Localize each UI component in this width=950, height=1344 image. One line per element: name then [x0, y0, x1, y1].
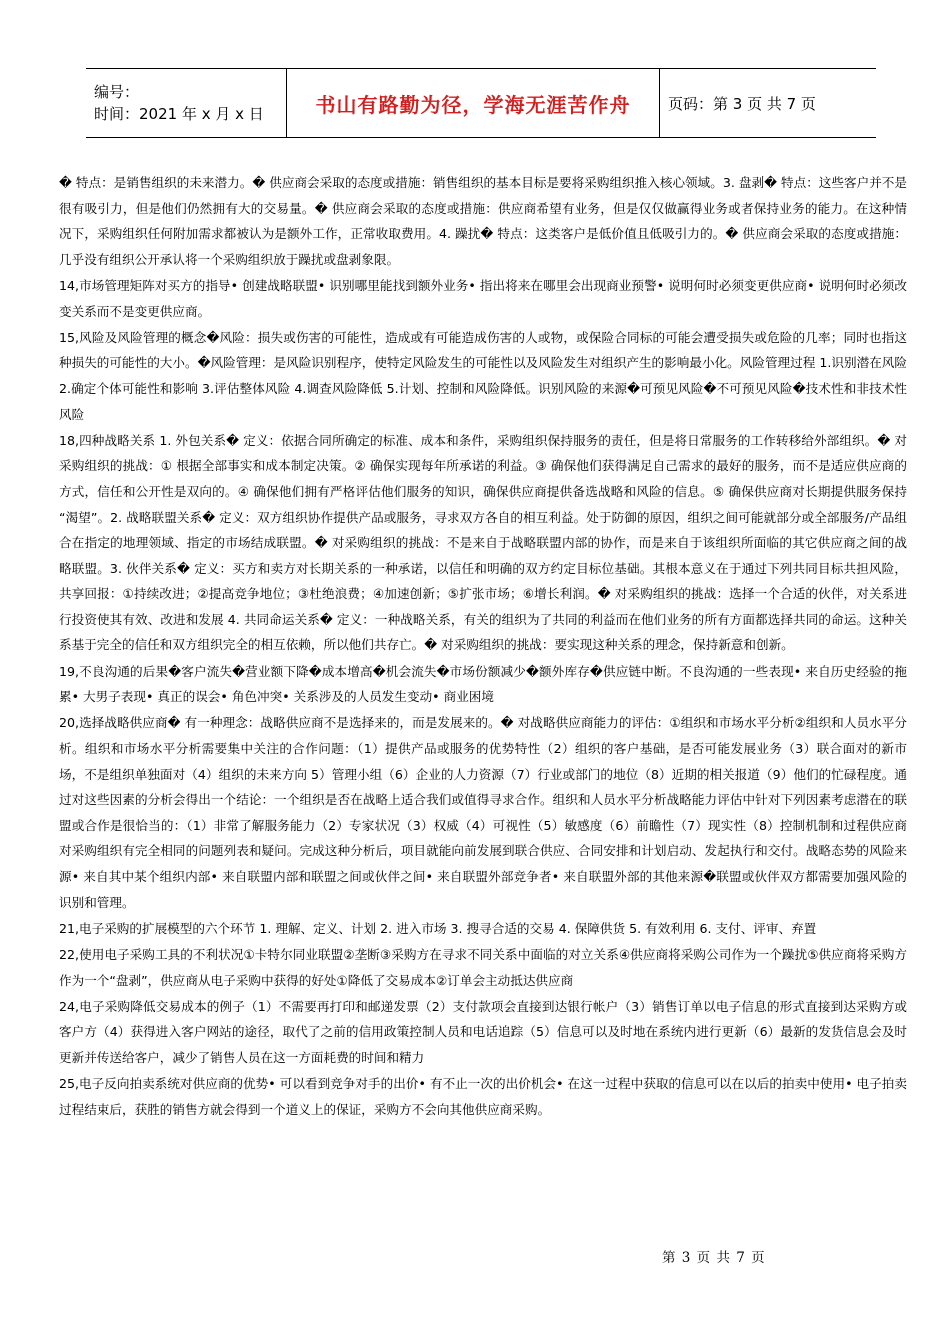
paragraph-19-poor-communication: 19,不良沟通的后果�客户流失�营业额下降�成本增高�机会流失�市场份额减少�额外库存�供应链中断。不良沟通的一些表现• 来自历史经验的拖累• 大男子表现• 真正的误会• 角色冲突• 关系涉及的人员发生变动• 商业困境	[59, 663, 907, 705]
paragraph-15-risk-management: 15,风险及风险管理的概念�风险：损失或伤害的可能性，造成或有可能造成伤害的人或物，或保险合同标的可能会遭受损失或危险的几率；同时也指这种损失的可能性的大小。�风险管理：是风险识别程序，使特定风险发生的可能性以及风险发生对组织产生的影响最小化。风险管理过程 1.识别潜在风险 2.确定个体可能性和影响 3.评估整体风险 4.调查风险降低 5.计划、控制和风险降低。识别风险的来源�可预见风险�不可预见风险�技术性和非技术性风险	[59, 329, 907, 422]
document-number-label: 编号：	[94, 83, 140, 101]
header-page-number: 页码：第 3 页 共 7 页	[668, 94, 816, 113]
paragraph-24-transaction-costs: 24,电子采购降低交易成本的例子（1）不需要再打印和邮递发票（2）支付款项会直接到达银行帐户（3）销售订单以电子信息的形式直接到达采购方或客户方（4）获得进入客户网站的途径，取代了之前的信用政策控制人员和电话追踪（5）信息可以及时地在系统内进行更新（6）最新的发货信息会及时更新并传送给客户，减少了销售人员在这一方面耗费的时间和精力	[59, 998, 907, 1065]
header-meta	[86, 69, 286, 137]
paragraph-22-e-procurement-drawbacks: 22,使用电子采购工具的不利状况①卡特尔同业联盟②垄断③采购方在寻求不同关系中面临的对立关系④供应商将采购公司作为一个躁扰⑤供应商将采购方作为一个“盘剥”，供应商从电子采购中获得的好处①降低了交易成本②订单会主动抵达供应商	[59, 946, 907, 988]
paragraph-21-e-procurement-model: 21,电子采购的扩展模型的六个环节 1. 理解、定义、计划 2. 进入市场 3. 搜寻合适的交易 4. 保障供货 5. 有效利用 6. 支付、评审、弃置	[59, 920, 817, 936]
paragraph-20-strategic-supplier: 20,选择战略供应商� 有一种理念：战略供应商不是选择来的，而是发展来的。� 对战略供应商能力的评估：①组织和市场水平分析②组织和人员水平分析。组织和市场水平分析需要集中关注的合作问题：（1）提供产品或服务的优势特性（2）组织的客户基础，是否可能发展业务（3）联合面对的新市场，不是组织单独面对（4）组织的未来方向 5）管理小组（6）企业的人力资源（7）行业或部门的地位（8）近期的相关报道（9）他们的忙碌程度。通过对这些因素的分析会得出一个结论：一个组织是否在战略上适合我们或值得寻求合作。组织和人员水平分析战略能力评估中针对下列因素考虑潜在的联盟或合作是很恰当的：（1）非常了解服务能力（2）专家状况（3）权威（4）可视性（5）敏感度（6）前瞻性（7）现实性（8）控制机制和过程供应商对采购组织有完全相同的问题列表和疑问。完成这种分析后，项目就能向前发展到联合供应、合同安排和计划启动、发起执行和交付。战略态势的风险来源• 来自其中某个组织内部• 来自联盟内部和联盟之间或伙伴之间• 来自联盟外部竞争者• 来自联盟外部的其他来源�联盟或伙伴双方都需要加强风险的识别和管理。	[59, 715, 907, 910]
header-motto: 书山有路勤为径，学海无涯苦作舟	[315, 92, 631, 117]
document-time-label: 时间：2021 年 x 月 x 日	[94, 105, 264, 123]
document-body	[59, 170, 907, 1123]
paragraph-18-strategic-relations: 18,四种战略关系 1. 外包关系� 定义：依据合同所确定的标准、成本和条件，采购组织保持服务的责任，但是将日常服务的工作转移给外部组织。� 对采购组织的挑战：① 根据全部事实和成本制定决策。② 确保实现每年所承诺的利益。③ 确保他们获得满足自己需求的最好的服务，而不是适应供应商的方式，信任和公开性是双向的。④ 确保他们拥有严格评估他们服务的知识，确保供应商提供备选战略和风险的信息。⑤ 确保供应商对长期提供服务保持 “渴望”。2. 战略联盟关系� 定义：双方组织协作提供产品或服务，寻求双方各自的相互利益。处于防御的原因，组织之间可能就部分或全部服务/产品组合在指定的地理领域、指定的市场结成联盟。� 对采购组织的挑战：不是来自于战略联盟内部的协作，而是来自于该组织所面临的其它供应商之间的战略联盟。3. 伙伴关系� 定义：买方和卖方对长期关系的一种承诺，以信任和明确的双方约定目标位基础。其根本意义在于通过下列共同目标共担风险，共享回报：①持续改进；②提高竞争地位；③杜绝浪费；④加速创新；⑤扩张市场；⑥增长利润。� 对采购组织的挑战：选择一个合适的伙伴，对关系进行投资使其有效、改进和发展 4. 共同命运关系� 定义：一种战略关系，有关的组织为了共同的利益而在他们业务的所有方面都选择共同的命运。这种关系基于完全的信任和双方组织完全的相互依赖，所以他们共存亡。� 对采购组织的挑战：要实现这种关系的理念，保持新意和创新。	[59, 432, 907, 653]
paragraph-14-market-matrix: 14,市场管理矩阵对买方的指导• 创建战略联盟• 识别哪里能找到额外业务• 指出将来在哪里会出现商业预警• 说明何时必须变更供应商• 说明何时必须改变关系而不是变更供应商。	[59, 277, 907, 319]
page-header	[86, 68, 876, 138]
paragraph-supplier-attitude: � 特点：是销售组织的未来潜力。� 供应商会采取的态度或措施：销售组织的基本目标是要将采购组织推入核心领域。3. 盘剥� 特点：这些客户并不是很有吸引力，但是他们仍然拥有大的交易量。� 供应商会采取的态度或措施：供应商希望有业务，但是仅仅做赢得业务或者保持业务的能力。在这种情况下，采购组织任何附加需求都被认为是额外工作，正常收取费用。4. 躁扰� 特点：这类客户是低价值且低吸引力的。� 供应商会采取的态度或措施：几乎没有组织公开承认将一个采购组织放于躁扰或盘剥象限。	[59, 175, 907, 267]
header-page-cell	[660, 69, 876, 137]
header-motto-cell	[286, 69, 660, 137]
page-footer: 第 3 页 共 7 页	[662, 1250, 766, 1266]
paragraph-25-reverse-auction: 25,电子反向拍卖系统对供应商的优势• 可以看到竞争对手的出价• 有不止一次的出价机会• 在这一过程中获取的信息可以在以后的拍卖中使用• 电子拍卖过程结束后，获胜的销售方就会得到一个道义上的保证，采购方不会向其他供应商采购。	[59, 1076, 907, 1117]
